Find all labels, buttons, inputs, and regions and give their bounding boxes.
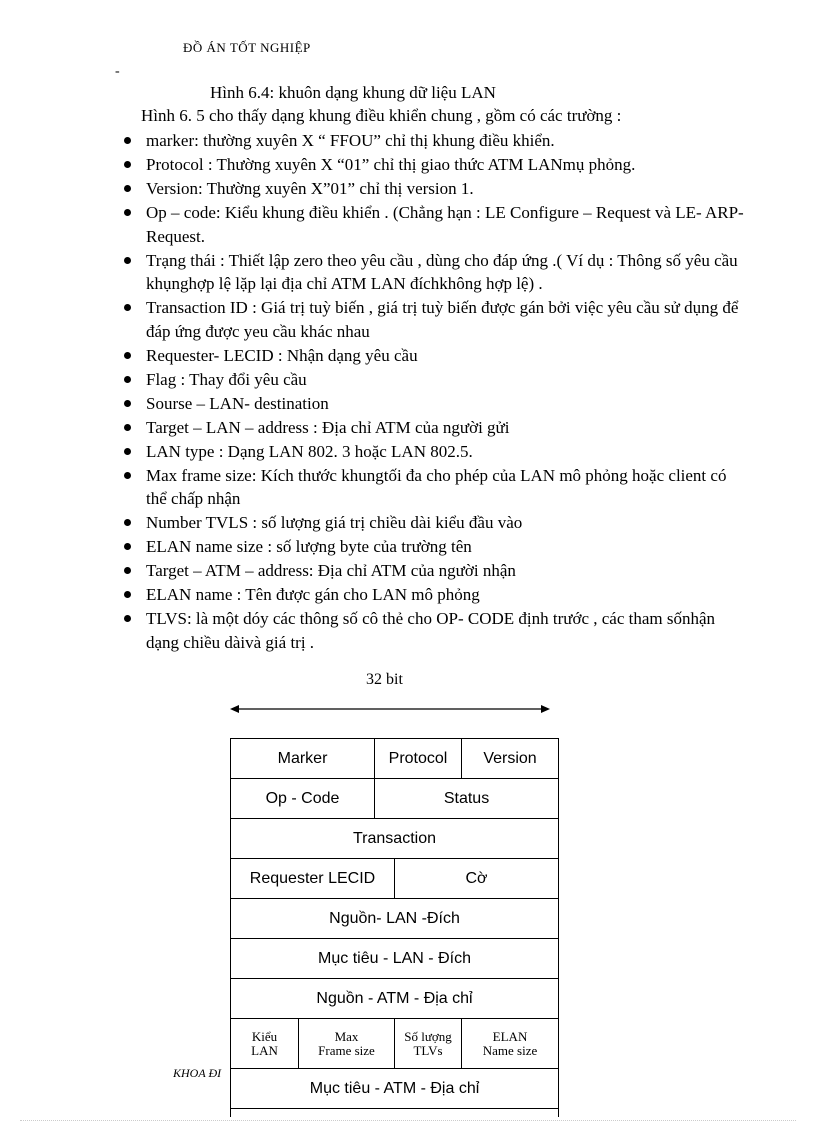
list-item (120, 416, 745, 440)
list-item-text: Target – ATM – address: Địa chỉ ATM của người nhận (146, 561, 516, 580)
bullet-icon (124, 161, 131, 168)
list-item-text: TLVS: là một dóy các thông số cô thẻ cho OP- CODE định trước , các tham sốnhận dạng chiều dàivà giá trị . (146, 609, 716, 652)
dash-mark: - (115, 64, 120, 79)
list-item (120, 249, 745, 296)
list-item (120, 344, 745, 368)
list-item-text: Max frame size: Kích thước khungtối đa cho phép của LAN mô phỏng hoặc client có thể chấp nhận (146, 465, 727, 508)
bullet-icon (124, 257, 131, 264)
list-item (120, 129, 745, 153)
list-item-text: ELAN name : Tên được gán cho LAN mô phỏng (146, 585, 480, 604)
page-header-title: ĐỒ ÁN TỐT NGHIỆP (183, 40, 311, 55)
bullet-icon (124, 352, 131, 359)
frame-cell-version: Version (462, 739, 559, 779)
frame-cell-status: Status (375, 779, 559, 819)
list-item-text: Requester- LECID : Nhận dạng yêu cầu (146, 345, 418, 365)
bullet-icon (124, 615, 131, 622)
bullet-icon (124, 400, 131, 407)
field-list (120, 129, 745, 655)
list-item-text: Number TVLS : số lượng giá trị chiều dài kiểu đầu vào (146, 513, 523, 532)
frame-cell-flag: Cờ (395, 859, 559, 899)
list-item-text: Flag : Thay đổi yêu cầu (146, 369, 307, 389)
bullet-icon (124, 185, 131, 192)
list-item (120, 559, 745, 583)
list-item (120, 511, 745, 535)
footer-fragment: KHOA ĐI (173, 1066, 222, 1080)
elan-size-line-1: ELAN (492, 1028, 528, 1044)
frame-cell-protocol: Protocol (375, 739, 462, 779)
bullet-icon (124, 424, 131, 431)
page-bottom-divider (20, 1120, 796, 1121)
num-tlvs-line-1: Số lượng (404, 1028, 452, 1044)
list-item (120, 392, 745, 416)
bullet-icon (124, 137, 131, 144)
list-item (120, 201, 745, 248)
elan-size-line-2: Name size (482, 1042, 538, 1058)
frame-cell-lan-type (231, 1019, 299, 1069)
frame-cell-requester-lecid: Requester LECID (231, 859, 395, 899)
list-item-text: Transaction ID : Giá trị tuỳ biến , giá trị tuỳ biến được gán bởi việc yêu cầu sử dụng để đáp ứng được yeu cầu khác nhau (146, 298, 739, 341)
bullet-icon (124, 567, 131, 574)
bit-width-label: 32 bit (366, 671, 403, 688)
list-item-text: ELAN name size : số lượng byte của trường tên (146, 537, 472, 556)
intro-paragraph: Hình 6. 5 cho thấy dạng khung điều khiển chung , gồm có các trường : (141, 106, 622, 125)
num-tlvs-line-2: TLVs (413, 1042, 443, 1058)
list-item (120, 440, 745, 464)
frame-cell-source-atm-address: Nguồn - ATM - Địa chỉ (231, 979, 559, 1019)
list-item (120, 535, 745, 559)
max-frame-line-1: Max (334, 1028, 359, 1044)
control-frame-diagram (230, 738, 559, 1117)
bullet-icon (124, 519, 131, 526)
list-item (120, 368, 745, 392)
bullet-icon (124, 591, 131, 598)
list-item (120, 464, 745, 511)
max-frame-line-2: Frame size (318, 1042, 375, 1058)
bullet-icon (124, 448, 131, 455)
frame-cell-op-code: Op - Code (231, 779, 375, 819)
frame-cell-transaction: Transaction (231, 819, 559, 859)
list-item (120, 153, 745, 177)
list-item-text: Trạng thái : Thiết lập zero theo yêu cầu , dùng cho đáp ứng .( Ví dụ : Thông số yêu cầu khụnghợp lệ lặp lại địa chỉ ATM LAN đíchkhông hợp lệ) . (146, 250, 738, 293)
frame-cell-marker: Marker (231, 739, 375, 779)
lan-type-line-2: LAN (251, 1042, 278, 1058)
list-item (120, 177, 745, 201)
bullet-icon (124, 472, 131, 479)
frame-cell-source-lan-destination: Nguồn- LAN -Đích (231, 899, 559, 939)
frame-cell-elan-name-size (462, 1019, 559, 1069)
figure-caption: Hình 6.4: khuôn dạng khung dữ liệu LAN (210, 83, 496, 102)
list-item (120, 296, 745, 343)
bullet-icon (124, 543, 131, 550)
list-item-text: LAN type : Dạng LAN 802. 3 hoặc LAN 802.5. (146, 441, 473, 461)
frame-cell-target-lan-destination: Mục tiêu - LAN - Đích (231, 939, 559, 979)
frame-cell-target-atm-address: Mục tiêu - ATM - Địa chỉ (231, 1069, 559, 1109)
list-item (120, 607, 745, 654)
list-item-text: Protocol : Thường xuyên X “01” chỉ thị giao thức ATM LANmụ phỏng. (146, 155, 636, 174)
double-arrow-icon (230, 702, 550, 716)
bullet-icon (124, 304, 131, 311)
list-item (120, 583, 745, 607)
list-item-text: Version: Thường xuyên X”01” chỉ thị version 1. (146, 179, 474, 198)
frame-cell-number-tlvs (395, 1019, 462, 1069)
lan-type-line-1: Kiểu (251, 1028, 278, 1044)
list-item-text: Op – code: Kiểu khung điều khiển . (Chẳng hạn : LE Configure – Request và LE- ARP- Request. (146, 203, 744, 246)
list-item-text: marker: thường xuyên X “ FFOU” chỉ thị khung điều khiển. (146, 131, 555, 150)
bullet-icon (124, 209, 131, 216)
list-item-text: Target – LAN – address : Địa chỉ ATM của người gửi (146, 417, 510, 437)
frame-cell-max-frame-size (299, 1019, 395, 1069)
frame-cell-continuation (231, 1109, 559, 1118)
bullet-icon (124, 376, 131, 383)
list-item-text: Sourse – LAN- destination (146, 393, 329, 413)
